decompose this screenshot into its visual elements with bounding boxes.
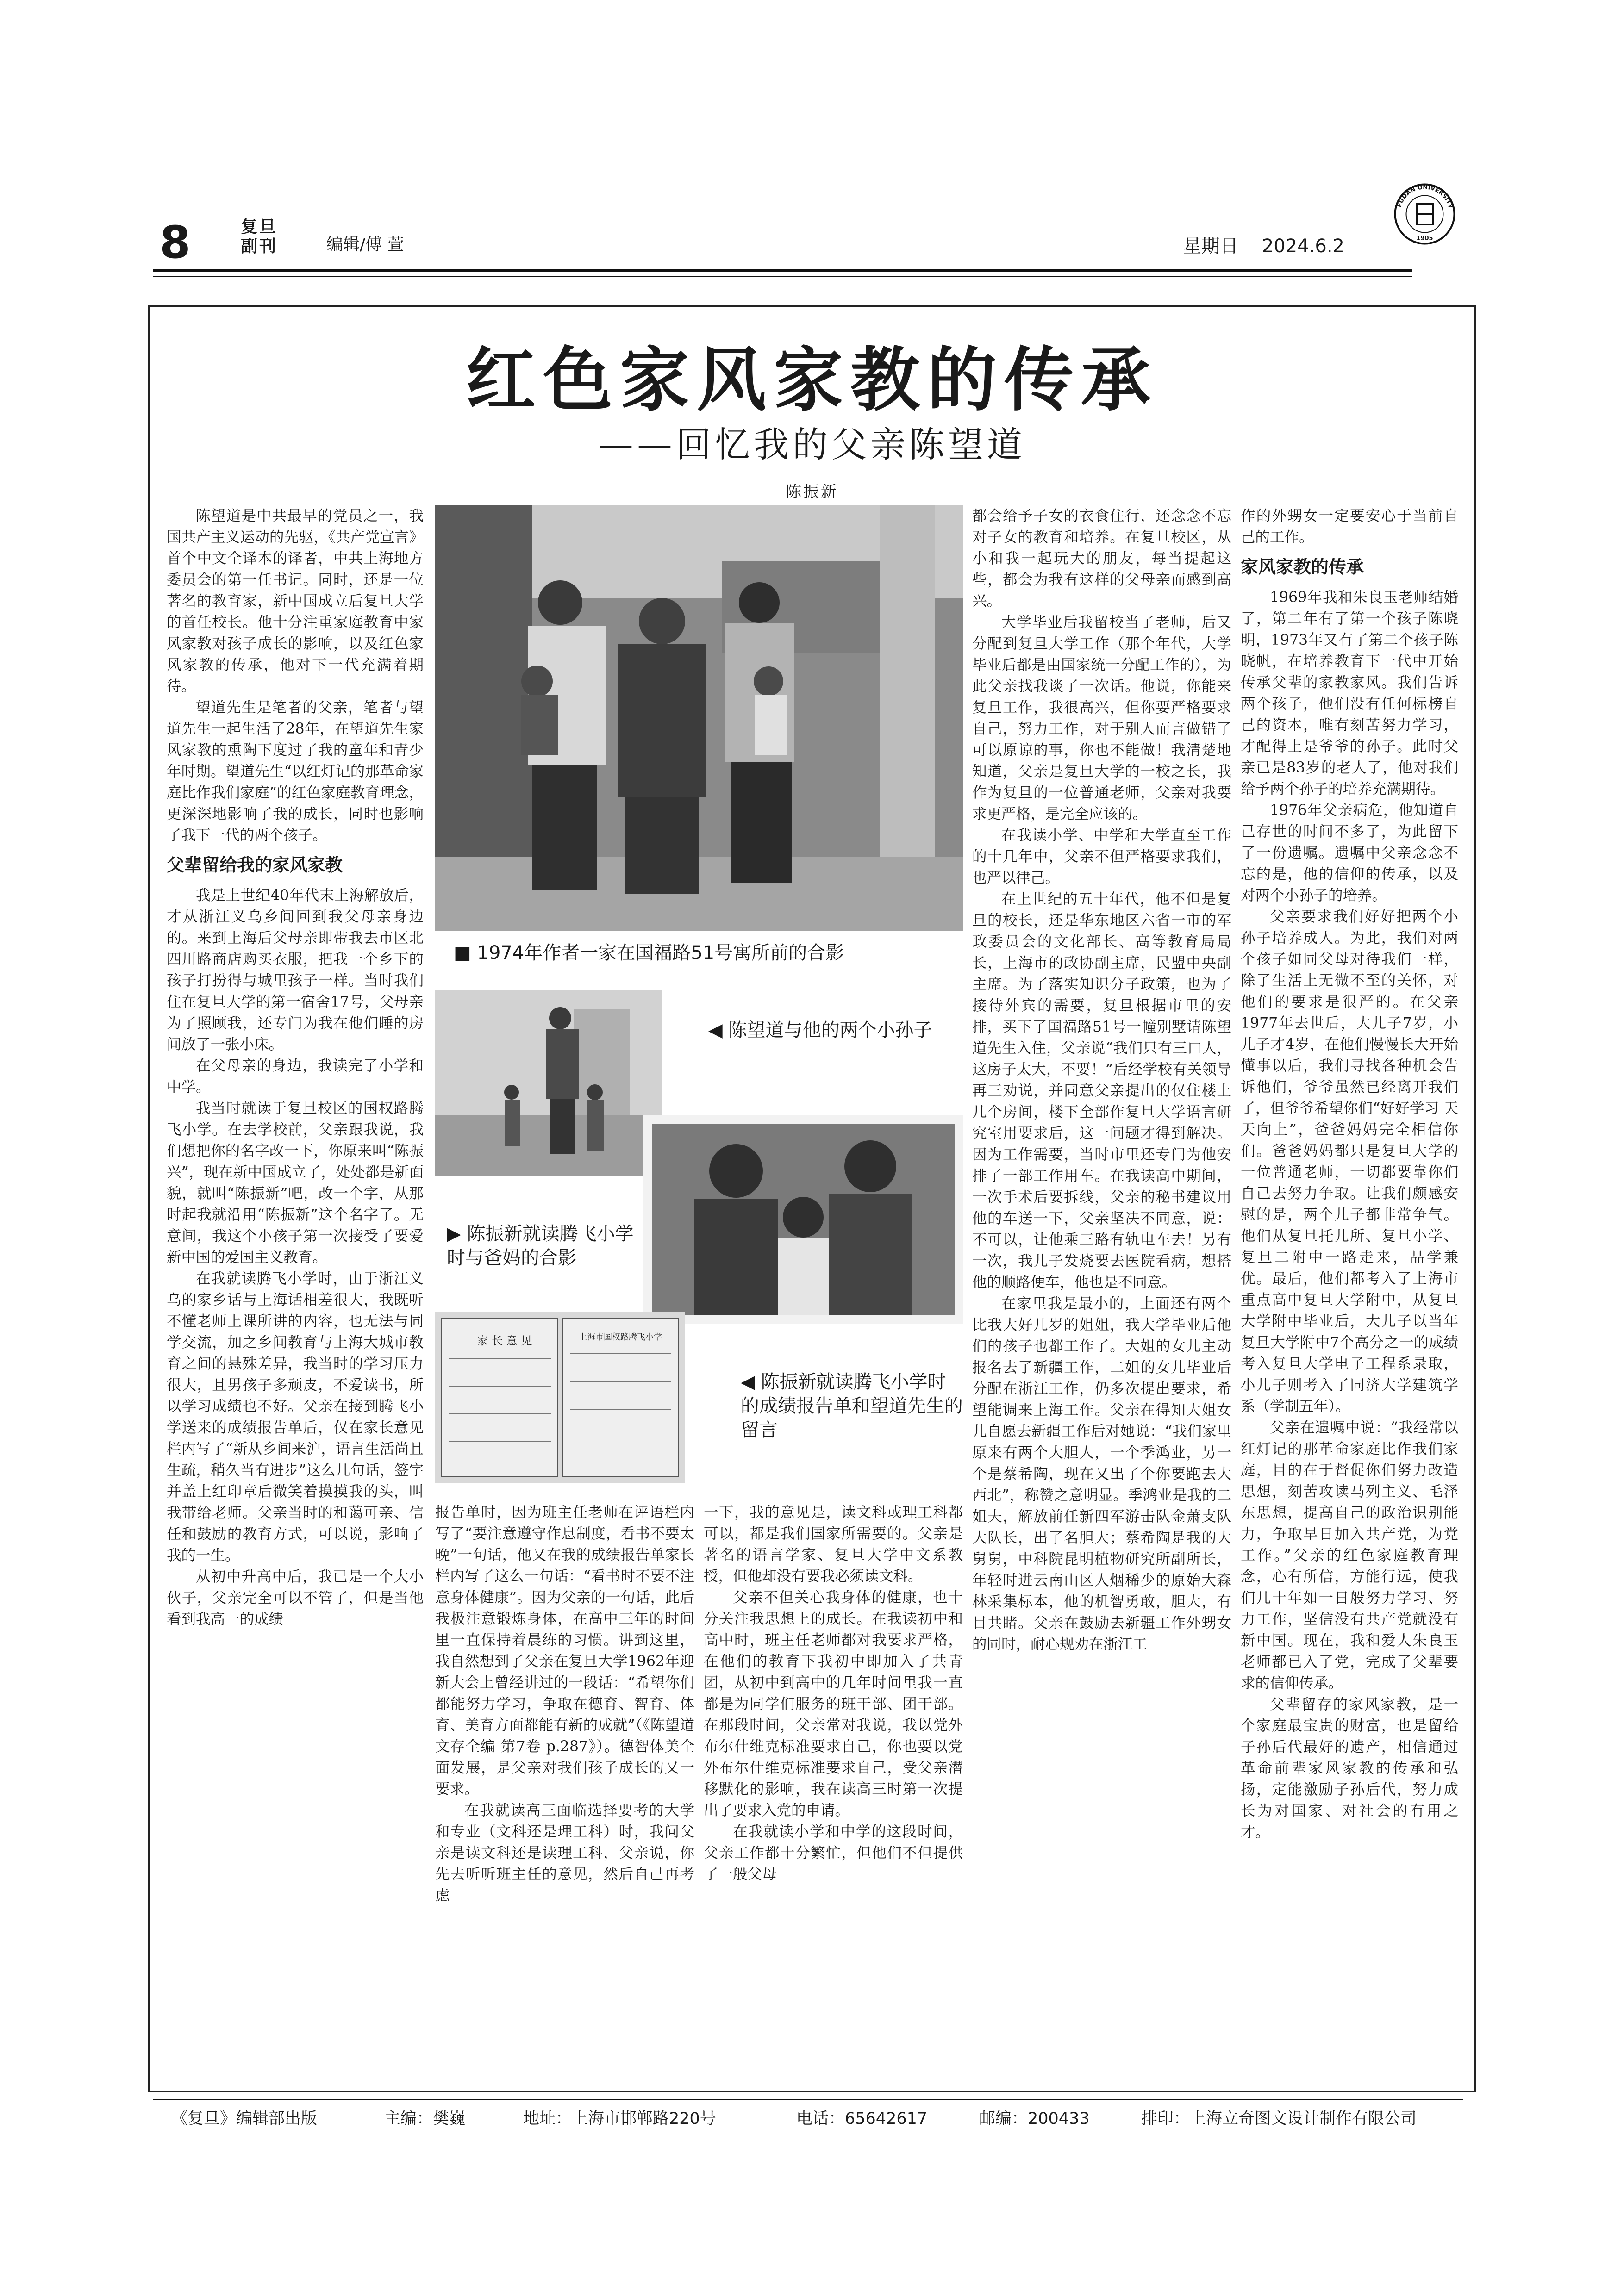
section-heading: 父辈留给我的家风家教 — [167, 855, 343, 875]
report-card-heading: 家 长 意 见 — [477, 1334, 532, 1347]
family-photo-1974 — [435, 505, 963, 931]
report-card-school: 上海市国权路腾飞小学 — [579, 1332, 662, 1342]
paragraph: 大学毕业后我留校当了老师，后又分配到复旦大学工作（那个年代，大学毕业后都是由国家统一分配工作的），为此父亲找我谈了一次话。他说，你能来复旦工作，我很高兴，但你要严格要求自己，努力工作，对于别人而言做错了可以原谅的事，你也不能做！我清楚地知道，父亲是复旦大学的一校之长，我作为复旦的一位普通老师，父亲对我要求更严格，是完全应该的。 — [972, 614, 1231, 822]
text-column-4 — [972, 505, 1231, 2065]
report-card-photo — [435, 1312, 685, 1483]
weekday: 星期日 — [1183, 236, 1238, 257]
editor-credit: 编辑/傅 萱 — [326, 235, 404, 254]
fudan-seal-logo — [1393, 183, 1456, 245]
page-number: 8 — [160, 217, 191, 268]
footer-rule — [153, 2099, 1463, 2100]
masthead-line2: 副刊 — [241, 237, 278, 256]
text-column-2 — [435, 1502, 694, 2062]
footer-publisher: 《复旦》编辑部出版 — [171, 2109, 318, 2128]
caption-school-family: ▶ 陈振新就读腾飞小学时与爸妈的合影 — [447, 1223, 634, 1269]
paragraph: 报告单时，因为班主任老师在评语栏内写了“要注意遵守作息制度，看书不要太晚”一句话，他又在我的成绩报告单家长栏内写了这么一句话：“看书时不要不注意身体健康”。因为父亲的一句话，此后我极注意锻炼身体，在高中三年的时间里一直保持着晨练的习惯。讲到这里，我自然想到了父亲在复旦大学1962年迎新大会上曾经讲过的一段话：“希望你们都能努力学习，争取在德育、智育、体育、美育方面都能有新的成就”（《陈望道文存全编 第7卷 p.287》）。德智体美全面发展，是父亲对我们孩子成长的又一要求。 — [435, 1504, 694, 1798]
paragraph: 1969年我和朱良玉老师结婚了，第二年有了第一个孩子陈晓明，1973年又有了第二个孩子陈晓帆，在培养教育下一代中开始传承父辈的家教家风。我们告诉两个孩子，他们没有任何标榜自己的资本，唯有刻苦努力学习，才配得上是爷爷的孙子。此时父亲已是83岁的老人了，他对我们给予两个孙子的培养充满期待。 — [1241, 589, 1458, 797]
text-column-3 — [704, 1502, 963, 2062]
paragraph: 在家里我是最小的，上面还有两个比我大好几岁的姐姐，我大学毕业后他们的孩子也都工作了。大姐的女儿主动报名去了新疆工作，二姐的女儿毕业后分配在浙江工作，仍多次提出要求，希望能调来上海工作。父亲在得知大姐女儿自愿去新疆工作后对她说：“我们家里原来有两个大胆人，一个季鸿业，另一个是蔡希陶，现在又出了个你要跑去大西北”，称赞之意明显。季鸿业是我的二姐夫，解放前任新四军游击队金萧支队大队长，出了名胆大；蔡希陶是我的大舅舅，中科院昆明植物研究所副所长，年轻时进云南山区人烟稀少的原始大森林采集标本，他的机智勇敢，胆大，有目共睹。父亲在鼓励去新疆工作外甥女的同时，耐心规劝在浙江工 — [972, 1295, 1231, 1653]
paragraph: 父亲要求我们好好把两个小孙子培养成人。为此，我们对两个孩子如同父母对待我们一样，除了生活上无微不至的关怀，对他们的要求是很严的。在父亲1977年去世后，大儿子7岁，小儿子才4岁，在他们慢慢长大开始懂事以后，我们寻找各种机会告诉他们，爷爷虽然已经离开我们了，但爷爷希望你们“好好学习 天天向上”，爸爸妈妈完全相信你们。爸爸妈妈都只是复旦大学的一位普通老师，一切都要靠你们自己去努力争取。让我们颇感安慰的是，两个儿子都非常争气。他们从复旦托儿所、复旦小学、复旦二附中一路走来，品学兼优。最后，他们都考入了上海市重点高中复旦大学附中，从复旦大学附中毕业后，大儿子以当年复旦大学附中7个高分之一的成绩考入复旦大学电子工程系录取，小儿子则考入了同济大学建筑学系（学制五年）。 — [1241, 908, 1458, 1415]
header-rule — [153, 269, 1412, 272]
footer-address: 地址：上海市邯郸路220号 — [523, 2109, 716, 2128]
svg-text:1905: 1905 — [1416, 235, 1433, 242]
footer-typesetting: 排印：上海立奇图文设计制作有限公司 — [1141, 2109, 1417, 2128]
masthead — [241, 218, 278, 256]
svg-text:FUDAN UNIVERSITY: FUDAN UNIVERSITY — [1396, 184, 1454, 210]
article-author: 陈振新 — [786, 483, 838, 501]
grandsons-photo — [435, 990, 662, 1176]
paragraph: 在我就读小学和中学的这段时间，父亲工作都十分繁忙，但他们不但提供了一般父母 — [704, 1823, 963, 1883]
text-column-5 — [1241, 505, 1458, 2065]
paragraph: 在我就读腾飞小学时，由于浙江义乌的家乡话与上海话相差很大，我既听不懂老师上课所讲的内容，也无法与同学交流，加之乡间教育与上海大城市教育之间的悬殊差异，我当时的学习压力很大，且男孩子多顽皮，不爱读书，所以学习成绩也不好。父亲在接到腾飞小学送来的成绩报告单后，仅在家长意见栏内写了“新从乡间来沪，语言生活尚且生疏，稍久当有进步”这么几句话，签字并盖上红印章后微笑着摸摸我的头，叫我带给老师。父亲当时的和蔼可亲、信任和鼓励的教育方式，可以说，影响了我的一生。 — [167, 1270, 424, 1564]
issue-date — [1183, 231, 1344, 258]
footer-chief-editor: 主编：樊巍 — [384, 2109, 466, 2128]
paragraph: 1976年父亲病危，他知道自己存世的时间不多了，为此留下了一份遗嘱。遗嘱中父亲念念不忘的是，他的信仰的传承，以及对两个小孙子的培养。 — [1241, 802, 1458, 904]
caption-report-card: ◀ 陈振新就读腾飞小学时的成绩报告单和望道先生的留言 — [741, 1371, 963, 1441]
school-family-photo — [643, 1115, 963, 1324]
paragraph: 一下，我的意见是，读文科或理工科都可以，都是我们国家所需要的。父亲是著名的语言学家、复旦大学中文系教授，但他却没有要我必须读文科。 — [704, 1504, 963, 1585]
paragraph: 陈望道是中共最早的党员之一，我国共产主义运动的先驱，《共产党宣言》首个中文全译本的译者，中共上海地方委员会的第一任书记。同时，还是一位著名的教育家，新中国成立后复旦大学的首任校长。他十分注重家庭教育中家风家教对孩子成长的影响，以及红色家风家教的传承，他对下一代充满着期待。 — [167, 508, 424, 695]
paragraph: 父亲不但关心我身体的健康，也十分关注我思想上的成长。在我读初中和高中时，班主任老师都对我要求严格，在他们的教育下我初中即加入了共青团，从初中到高中的几年时间里我一直都是为同学们服务的班干部、团干部。在那段时间，父亲常对我说，我以党外布尔什维克标准要求自己，你也要以党外布尔什维克标准要求自己，受父亲潜移默化的影响，我在读高三时第一次提出了要求入党的申请。 — [704, 1589, 963, 1819]
text-column-1 — [167, 505, 424, 2065]
paragraph: 我当时就读于复旦校区的国权路腾飞小学。在去学校前，父亲跟我说，我们想把你的名字改一下，你原来叫“陈振兴”，现在新中国成立了，处处都是新面貌，就叫“陈振新”吧，改一个字，从那时起我就沿用“陈振新”这个名字了。无意间，我这个小孩子第一次接受了要爱新中国的爱国主义教育。 — [167, 1100, 424, 1266]
paragraph: 在父母亲的身边，我读完了小学和中学。 — [167, 1058, 424, 1095]
footer-postcode: 邮编：200433 — [979, 2109, 1090, 2128]
paragraph: 望道先生是笔者的父亲，笔者与望道先生一起生活了28年，在望道先生家风家教的熏陶下度过了我的童年和青少年时期。望道先生“以红灯记的那革命家庭比作我们家庭”的红色家庭教育理念，更深深地影响了我的成长，同时也影响了我下一代的两个孩子。 — [167, 699, 424, 844]
date: 2024.6.2 — [1262, 236, 1344, 257]
caption-grandsons: ◀ 陈望道与他的两个小孙子 — [708, 1020, 932, 1041]
paragraph: 父亲在遗嘱中说：“我经常以红灯记的那革命家庭比作我们家庭，目的在于督促你们努力改造思想，刻苦攻读马列主义、毛泽东思想，提高自己的政治识别能力，争取早日加入共产党，为党工作。”父亲的红色家庭教育理念，心有所信，方能行远，使我们几十年如一日般努力学习、努力工作，坚信没有共产党就没有新中国。现在，我和爱人朱良玉老师都已入了党，完成了父辈要求的信仰传承。 — [1241, 1419, 1458, 1692]
paragraph: 我是上世纪40年代末上海解放后，才从浙江义乌乡间回到我父母亲身边的。来到上海后父母亲即带我去市区北四川路商店购买衣服，把我一个乡下的孩子打扮得与城里孩子一样。当时我们住在复旦大学的第一宿舍17号，父母亲为了照顾我，还专门为我在他们睡的房间放了一张小床。 — [167, 887, 424, 1053]
masthead-line1: 复旦 — [241, 218, 278, 236]
paragraph: 从初中升高中后，我已是一个大小伙子，父亲完全可以不管了，但是当他看到我高一的成绩 — [167, 1568, 424, 1628]
article-title: 红色家风家教的传承 — [466, 340, 1158, 421]
caption-main-photo: ■ 1974年作者一家在国福路51号寓所前的合影 — [454, 942, 844, 964]
article-subtitle: ——回忆我的父亲陈望道 — [598, 424, 1026, 465]
header-rule-thin — [153, 276, 1412, 277]
paragraph: 都会给予子女的衣食住行，还念念不忘对子女的教育和培养。在复旦校区，从小和我一起玩大的朋友，每当提起这些，都会为我有这样的父母亲而感到高兴。 — [972, 508, 1231, 610]
footer-phone: 电话：65642617 — [796, 2109, 928, 2128]
paragraph: 在我读小学、中学和大学直至工作的十几年中，父亲不但严格要求我们，也严以律己。 — [972, 827, 1231, 886]
paragraph: 作的外甥女一定要安心于当前自己的工作。 — [1241, 508, 1458, 546]
paragraph: 在我就读高三面临选择要考的大学和专业（文科还是理工科）时，我问父亲是读文科还是读理工科，父亲说，你先去听听班主任的意见，然后自己再考虑 — [435, 1802, 694, 1904]
paragraph: 父辈留存的家风家教，是一个家庭最宝贵的财富，也是留给子孙后代最好的遗产，相信通过革命前辈家风家教的传承和弘扬，定能激励子孙后代，努力成长为对国家、对社会的有用之才。 — [1241, 1696, 1458, 1841]
section-heading: 家风家教的传承 — [1241, 557, 1364, 577]
paragraph: 在上世纪的五十年代，他不但是复旦的校长，还是华东地区六省一市的军政委员会的文化部长、高等教育局局长，上海市的政协副主席，民盟中央副主席。为了落实知识分子政策，也为了接待外宾的需要，复旦根据市里的安排，买下了国福路51号一幢别墅请陈望道先生入住，父亲说“我们只有三口人，这房子太大，不要！”后经学校有关领导再三劝说，并同意父亲提出的仅住楼上几个房间，楼下全部作复旦大学语言研究室用要求后，这一问题才得到解决。因为工作需要，当时市里还专门为他安排了一部工作用车。在我读高中期间，一次手术后要拆线，父亲的秘书建议用他的车送一下，父亲坚决不同意，说：不可以，让他乘三路有轨电车去！另有一次，我儿子发烧要去医院看病，想搭他的顺路便车，他也是不同意。 — [972, 891, 1231, 1291]
